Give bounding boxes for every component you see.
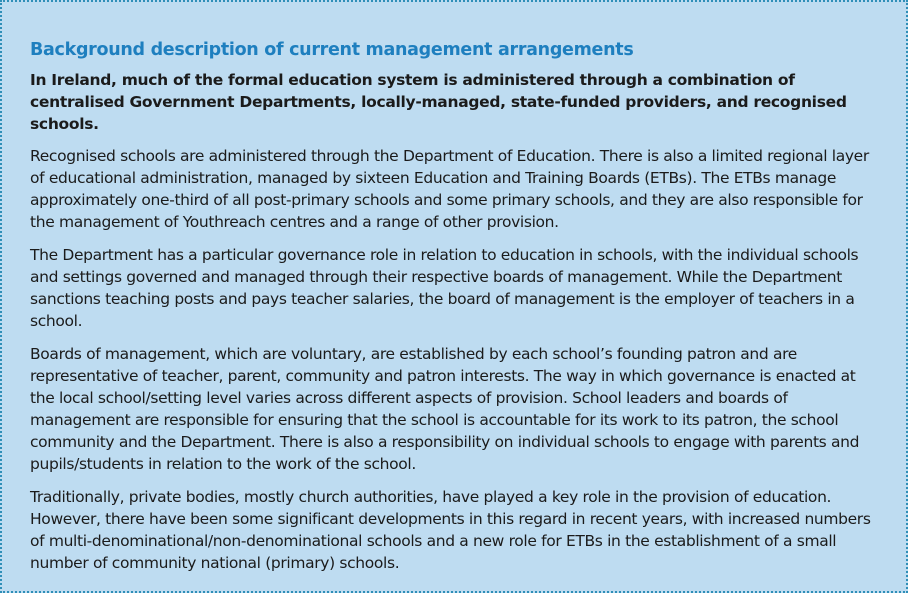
paragraph-private-bodies: Traditionally, private bodies, mostly church authorities, have played a key role in the provision of education. However, there have been some significant developments in this regard in recent years, with increased numbers of multi-denominational/non-denominational schools and a new role for ETBs in the establishment of a small number of community national (primary) schools. [30, 488, 871, 572]
paragraph-boards-of-management: Boards of management, which are voluntary, are established by each school’s founding patron and are representative of teacher, parent, community and patron interests. The way in which governance is enacted at the local school/setting level varies across different aspects of provision. School leaders and boards of management are responsible for ensuring that the school is accountable for its work to its patron, the school community and the Department. There is also a responsibility on individual schools to engage with parents and pupils/students in relation to the work of the school. [30, 345, 860, 473]
paragraph-department-governance: The Department has a particular governance role in relation to education in schools, with the individual schools and settings governed and managed through their respective boards of management. While the Department sanctions teaching posts and pays teacher salaries, the board of management is the employer of teachers in a school. [30, 246, 859, 330]
lead-paragraph: In Ireland, much of the formal education system is administered through a combination of centralised Government Departments, locally-managed, state-funded providers, and recognised schools. [30, 71, 847, 133]
box-heading: Background description of current management arrangements [30, 40, 634, 60]
paragraph-schools-administration: Recognised schools are administered through the Department of Education. There is also a limited regional layer of educational administration, managed by sixteen Education and Training Boards (ETBs). The ETBs manage approximately one-third of all post-primary schools and some primary schools, and they are also responsible for the management of Youthreach centres and a range of other provision. [30, 147, 869, 231]
